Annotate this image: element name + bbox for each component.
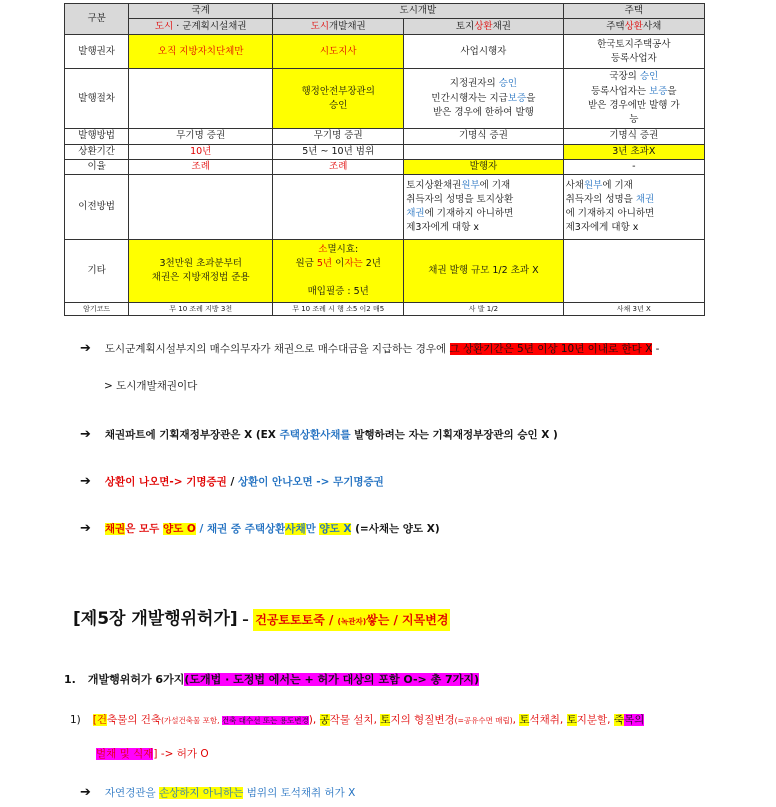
interest-facility: 조례	[129, 159, 273, 174]
item-permit-types-cont: 벌채 및 식재] -> 허가 O	[96, 748, 209, 760]
procedure-urban: 행정안전부장관의 승인	[273, 69, 404, 129]
row-label-etc: 기타	[65, 240, 129, 303]
arrow-right-icon: ➔	[80, 427, 91, 442]
procedure-land: 지정권자의 승인 민간시행자는 지급보증을 받은 경우에 한하여 발행	[404, 69, 563, 129]
issuer-urban: 시도지사	[273, 35, 404, 69]
note-transferability: ➔ 채권은 모두 양도 O / 채권 중 주택상환사채만 양도 X (=사채는 양도 X)	[80, 521, 440, 536]
header-gubun: 구분	[65, 4, 129, 35]
arrow-right-icon: ➔	[80, 474, 91, 489]
arrow-right-icon: ➔	[80, 785, 91, 800]
interest-housing: -	[563, 159, 704, 174]
method-land: 기명식 증권	[404, 129, 563, 144]
method-facility: 무기명 증권	[129, 129, 273, 144]
transfer-housing: 사채원부에 기재 취득자의 성명을 채권 에 기재하지 아니하면 제3자에게 대항 x	[563, 175, 704, 240]
chapter-mnemonic: 건공토토토죽 / (녹관자)쌓는 / 지목변경	[253, 609, 450, 631]
row-label-procedure: 발행절차	[65, 69, 129, 129]
interest-urban: 조례	[273, 159, 404, 174]
note-landscape: ➔ 자연경관을 손상하지 아니하는 범위의 토석채취 허가 X	[80, 785, 356, 800]
procedure-housing: 국장의 승인 등록사업자는 보증을 받은 경우에만 발행 가 능	[563, 69, 704, 129]
subheader-land-bond: 토지상환채권	[404, 19, 563, 35]
item-permit-types: 1) [건축물의 건축(가설건축물 포함, 건축 대수선 또는 용도변경), 공작물 설치, 토지의 형질변경(=공유수면 매립), 토석채취, 토지분할, 죽목의	[70, 714, 645, 726]
chapter-heading: [제5장 개발행위허가] – 건공토토토죽 / (녹관자)쌓는 / 지목변경	[73, 609, 449, 629]
header-national: 국계	[129, 4, 273, 19]
term-facility: 10년	[129, 144, 273, 159]
note-facility-bond: ➔ 도시군계획시설부지의 매수의무자가 채권으로 매수대금을 지급하는 경우에 그 상환기간은 5년 이상 10년 이내로 한다 X -	[80, 341, 660, 356]
code-facility: 무 10 조례 지방 3천	[129, 303, 273, 316]
note-registered-securities: ➔ 상환이 나오면-> 기명증권 / 상환이 안나오면 -> 무기명증권	[80, 474, 384, 489]
note-finance-minister: ➔ 채권파트에 기획재정부장관은 X (EX 주택상환사채를 발행하려는 자는 기획재정부장관의 승인 X )	[80, 427, 558, 442]
procedure-facility	[129, 69, 273, 129]
row-label-interest: 이율	[65, 159, 129, 174]
etc-facility: 3천만원 초과분부터 채권은 지방재정법 준용	[129, 240, 273, 303]
transfer-facility	[129, 175, 273, 240]
row-label-transfer: 이전방법	[65, 175, 129, 240]
code-urban: 무 10 조례 시 행 소5 이2 매5	[273, 303, 404, 316]
etc-housing	[563, 240, 704, 303]
code-land: 사 발 1/2	[404, 303, 563, 316]
row-label-issuer: 발행권자	[65, 35, 129, 69]
method-housing: 기명식 증권	[563, 129, 704, 144]
arrow-right-icon: ➔	[80, 341, 91, 356]
transfer-urban	[273, 175, 404, 240]
etc-urban: 소멸시효: 원금 5년 이자는 2년 매입필증 : 5년	[273, 240, 404, 303]
subheader-housing-bond: 주택상환사채	[563, 19, 704, 35]
term-urban: 5년 ~ 10년 범위	[273, 144, 404, 159]
method-urban: 무기명 증권	[273, 129, 404, 144]
chapter-title: [제5장 개발행위허가]	[73, 609, 238, 629]
subheader-facility-bond: 도시 · 군계획시설채권	[129, 19, 273, 35]
bond-comparison-table	[64, 3, 705, 316]
issuer-housing: 한국토지주택공사 등록사업자	[563, 35, 704, 69]
issuer-land: 사업시행자	[404, 35, 563, 69]
etc-land: 채권 발행 규모 1/2 초과 X	[404, 240, 563, 303]
interest-land: 발행자	[404, 159, 563, 174]
row-label-method: 발행방법	[65, 129, 129, 144]
subheader-urban-bond: 도시개발채권	[273, 19, 404, 35]
header-urban-development: 도시개발	[273, 4, 563, 19]
note-facility-bond-cont: > 도시개발채권이다	[104, 380, 198, 392]
row-label-term: 상환기간	[65, 144, 129, 159]
arrow-right-icon: ➔	[80, 521, 91, 536]
row-label-code: 암기코드	[65, 303, 129, 316]
section-development-permit: 1. 개발행위허가 6가지(도개법 · 도정법 에서는 + 허가 대상의 포함 O-> 총 7가지)	[64, 673, 479, 686]
code-housing: 사채 3년 X	[563, 303, 704, 316]
header-housing: 주택	[563, 4, 704, 19]
term-land	[404, 144, 563, 159]
transfer-land: 토지상환채권원부에 기재 취득자의 성명을 토지상환 채권에 기재하지 아니하면 제3자에게 대항 x	[404, 175, 563, 240]
term-housing: 3년 초과X	[563, 144, 704, 159]
issuer-facility: 오직 지방자치단체만	[129, 35, 273, 69]
